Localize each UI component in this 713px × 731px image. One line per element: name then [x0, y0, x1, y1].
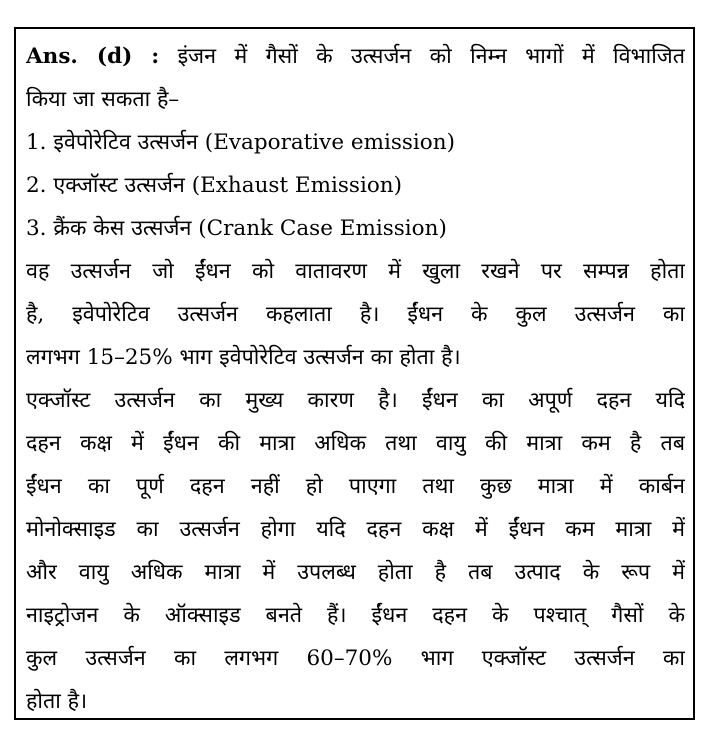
paragraph-evaporative-line: वह उत्सर्जन जो ईंधन को वातावरण में खुला रखने पर सम्पन्न होता: [26, 259, 685, 284]
paragraph-exhaust-line: और वायु अधिक मात्रा में उपलब्ध होता है तब उत्पाद के रूप में: [26, 560, 685, 585]
answer-box: [14, 27, 695, 720]
answer-label: Ans. (d) :: [26, 44, 160, 69]
paragraph-evaporative-line: लगभग 15–25% भाग इवेपोरेटिव उत्सर्जन का होता है।: [26, 345, 461, 370]
answer-intro-line-2: किया जा सकता है–: [26, 87, 180, 112]
paragraph-exhaust-line: मोनोक्साइड का उत्सर्जन होगा यदि दहन कक्ष में ईंधन कम मात्रा में: [26, 517, 685, 542]
paragraph-exhaust-line: दहन कक्ष में ईंधन की मात्रा अधिक तथा वायु की मात्रा कम है तब: [26, 431, 685, 456]
paragraph-exhaust-line: नाइट्रोजन के ऑक्साइड बनते हैं। ईंधन दहन के पश्चात् गैसों के: [26, 603, 685, 628]
list-item-crank-case: 3. क्रैंक केस उत्सर्जन (Crank Case Emission): [26, 216, 447, 241]
paragraph-exhaust-line: एक्जॉस्ट उत्सर्जन का मुख्य कारण है। ईंधन का अपूर्ण दहन यदि: [26, 388, 685, 413]
answer-intro-line-1: [26, 35, 685, 78]
list-item-exhaust: 2. एक्जॉस्ट उत्सर्जन (Exhaust Emission): [26, 173, 403, 198]
list-item-evaporative: 1. इवेपोरेटिव उत्सर्जन (Evaporative emission): [26, 130, 455, 155]
paragraph-exhaust-line: कुल उत्सर्जन का लगभग 60–70% भाग एक्जॉस्ट उत्सर्जन का: [26, 646, 685, 671]
answer-intro-text: इंजन में गैसों के उत्सर्जन को निम्न भागों में विभाजित: [177, 44, 685, 69]
paragraph-exhaust-line: होता है।: [26, 689, 88, 714]
paragraph-exhaust-line: ईंधन का पूर्ण दहन नहीं हो पाएगा तथा कुछ मात्रा में कार्बन: [26, 474, 685, 499]
paragraph-evaporative-line: है, इवेपोरेटिव उत्सर्जन कहलाता है। ईंधन के कुल उत्सर्जन का: [26, 302, 685, 327]
